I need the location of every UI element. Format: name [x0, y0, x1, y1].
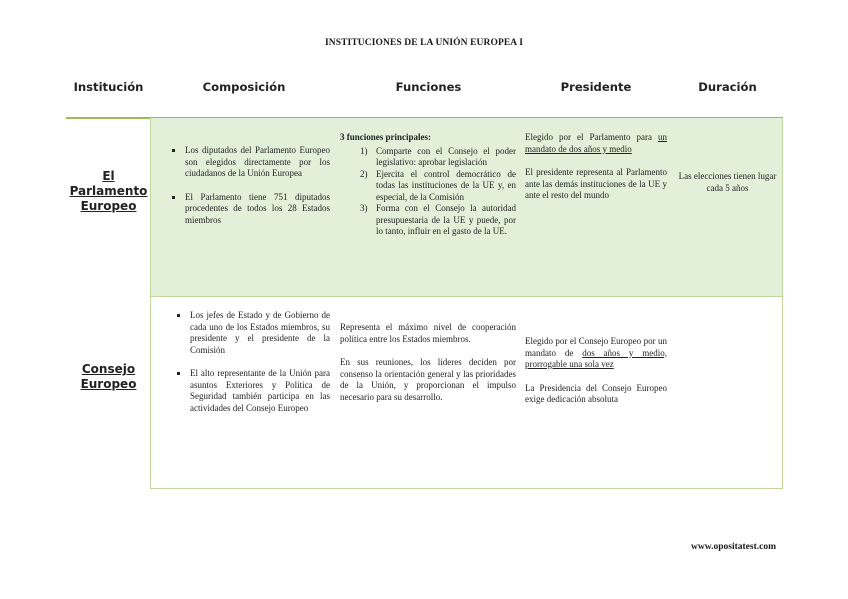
footer-website: www.opositatest.com — [691, 542, 776, 552]
list-item: El alto representante de la Unión para asuntos Exteriores y Política de Seguridad también participa en las actividades del Consejo Europeo — [175, 368, 330, 414]
functions-paragraph: En sus reuniones, los líderes deciden por consenso la orientación general y las prioridades de la Unión, y proporcionan el impulso necesario para su desarrollo. — [340, 357, 516, 402]
parlamento-president — [525, 132, 667, 214]
functions-paragraph: Representa el máximo nivel de cooperación política entre los Estados miembros. — [340, 322, 516, 344]
list-item: 2) Ejercita el control democrático de todas las instituciones de la UE y, en especial, de la Comisión — [360, 168, 516, 202]
president-election: Elegido por el Consejo Europeo por un mandato de dos años y medio, prorrogable una sola vez — [525, 336, 667, 369]
list-item: 1) Comparte con el Consejo el poder legislativo: aprobar legislación — [360, 145, 516, 167]
row-label-consejo: Consejo Europeo — [80, 362, 137, 391]
consejo-functions — [340, 322, 516, 415]
table-border-right — [782, 118, 783, 489]
header-funciones: Funciones — [395, 80, 462, 94]
row-divider — [150, 296, 783, 297]
parlamento-duration: Las elecciones tienen lugar cada 5 años — [678, 171, 777, 193]
functions-heading: 3 funciones principales: — [340, 132, 432, 142]
list-item: 3) Forma con el Consejo la autoridad presupuestaria de la UE y puede, por lo tanto, influir en el gasto de la UE. — [360, 203, 516, 236]
consejo-president — [525, 336, 667, 418]
parlamento-composition — [170, 145, 330, 238]
list-item: Los jefes de Estado y de Gobierno de cada uno de los Estados miembros, su presidente y el presidente de la Comisión — [175, 310, 330, 356]
table-border-bottom — [150, 488, 783, 489]
president-role: El presidente representa al Parlamento ante las demás instituciones de la UE y ante el resto del mundo — [525, 167, 667, 200]
list-item: El Parlamento tiene 751 diputados procedentes de todos los 28 Estados miembros — [170, 192, 330, 227]
consejo-composition — [175, 310, 330, 426]
president-election: Elegido por el Parlamento para un mandato de dos años y medio — [525, 132, 667, 154]
header-presidente: Presidente — [560, 80, 632, 94]
document-title: INSTITUCIONES DE LA UNIÓN EUROPEA I — [324, 38, 524, 48]
president-role: La Presidencia del Consejo Europeo exige dedicación absoluta — [525, 382, 667, 404]
header-institucion: Institución — [73, 80, 144, 94]
list-item: Los diputados del Parlamento Europeo son elegidos directamente por los ciudadanos de la Unión Europea — [170, 145, 330, 180]
header-duracion: Duración — [698, 80, 757, 94]
header-composicion: Composición — [202, 80, 286, 94]
row-label-parlamento: El Parlamento Europeo — [69, 169, 148, 213]
parlamento-functions — [340, 132, 516, 238]
